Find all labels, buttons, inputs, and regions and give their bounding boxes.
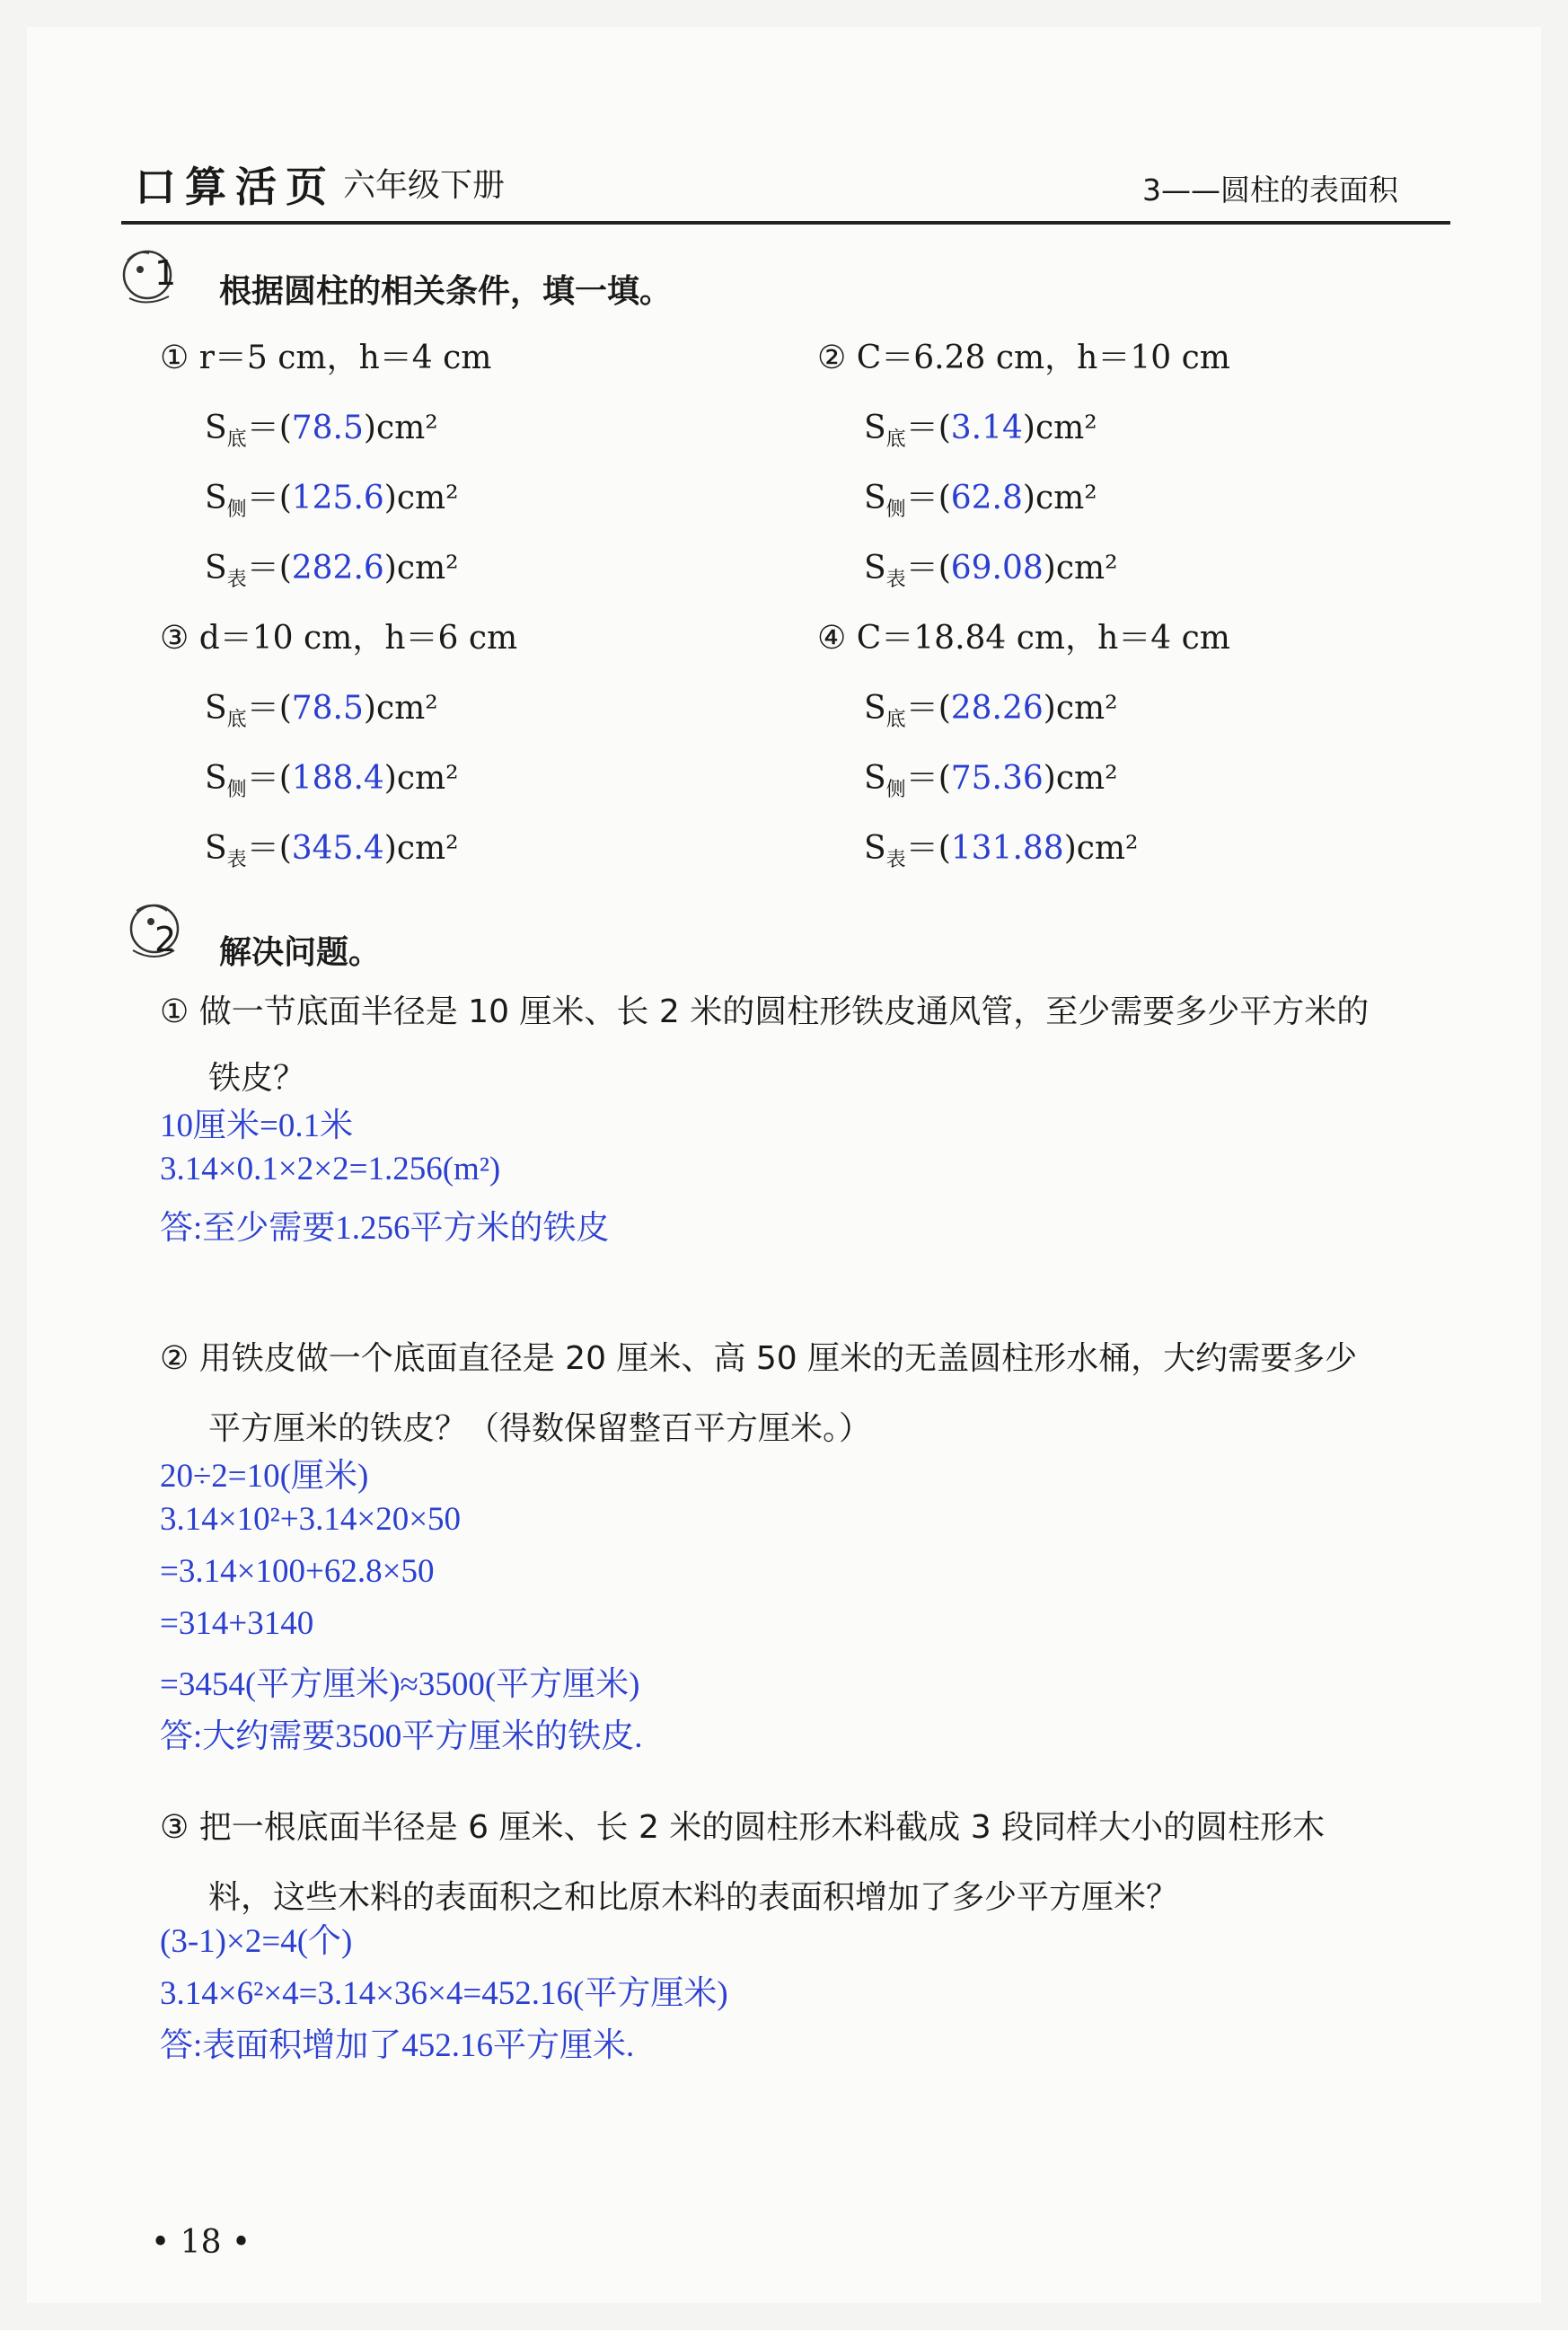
problem-3-side-area: $S_侧=(188.4)cm^2$ — [205, 760, 459, 801]
question-1-line-2: 铁皮？ — [208, 1060, 306, 1097]
problem-4-condition: ④ C＝18.84 cm，h＝4 cm — [817, 620, 1230, 657]
problem-4-bottom-area: $S_底=(28.26)cm^2$ — [864, 690, 1118, 731]
problem-3-bottom-area: $S_底=(78.5)cm^2$ — [205, 690, 438, 731]
answer: 131.88 — [950, 830, 1064, 867]
problem-1-bottom-area: $S_底=(78.5)cm^2$ — [205, 410, 438, 451]
book-title: 口算活页 — [135, 163, 336, 211]
question-2-line-1: ② 用铁皮做一个底面直径是 20 厘米、高 50 厘米的无盖圆柱形水桶，大约需要多少 — [160, 1340, 1358, 1377]
page-number: • 18 • — [151, 2224, 251, 2261]
problem-4-total-area: $S_表=(131.88)cm^2$ — [864, 830, 1139, 871]
answer: 282.6 — [291, 550, 384, 587]
section-2-number: 2 — [154, 920, 177, 959]
header-divider — [121, 221, 1450, 225]
solution-line: =3454(平方厘米)≈3500(平方厘米) — [160, 1666, 640, 1703]
solution-line: 10厘米=0.1米 — [160, 1108, 354, 1144]
problem-1-total-area: $S_表=(282.6)cm^2$ — [205, 550, 459, 591]
bird-icon — [119, 898, 189, 963]
problem-1-side-area: $S_侧=(125.6)cm^2$ — [205, 480, 459, 521]
solution-line: =314+3140 — [160, 1605, 314, 1642]
answer: 28.26 — [950, 690, 1044, 727]
question-3-line-2: 料，这些木料的表面积之和比原木料的表面积增加了多少平方厘米？ — [208, 1879, 1179, 1916]
problem-4-side-area: $S_侧=(75.36)cm^2$ — [864, 760, 1118, 801]
answer: 3.14 — [950, 410, 1023, 446]
problem-2-condition: ② C＝6.28 cm，h＝10 cm — [817, 340, 1230, 376]
grade-label: 六年级下册 — [343, 167, 506, 204]
answer: 78.5 — [291, 410, 364, 446]
question-1-line-1: ① 做一节底面半径是 10 厘米、长 2 米的圆柱形铁皮通风管，至少需要多少平方米的 — [160, 993, 1370, 1030]
section-label: 3——圆柱的表面积 — [1142, 172, 1398, 207]
answer: 78.5 — [291, 690, 364, 727]
solution-line: =3.14×100+62.8×50 — [160, 1553, 435, 1590]
bird-icon — [119, 243, 189, 307]
solution-line: 答:至少需要1.256平方米的铁皮 — [160, 1210, 610, 1247]
section-2-title: 解决问题。 — [219, 934, 382, 971]
problem-2-bottom-area: $S_底=(3.14)cm^2$ — [864, 410, 1097, 451]
answer: 62.8 — [950, 480, 1023, 516]
problem-3-total-area: $S_表=(345.4)cm^2$ — [205, 830, 459, 871]
answer: 75.36 — [950, 760, 1044, 797]
section-1-number: 1 — [154, 253, 177, 293]
answer: 69.08 — [950, 550, 1044, 587]
answer: 345.4 — [291, 830, 384, 867]
problem-1-condition: ① r＝5 cm，h＝4 cm — [160, 340, 492, 376]
question-2-line-2: 平方厘米的铁皮？（得数保留整百平方厘米。） — [208, 1410, 872, 1447]
solution-line: 答:大约需要3500平方厘米的铁皮. — [160, 1718, 643, 1755]
section-1-title: 根据圆柱的相关条件，填一填。 — [219, 273, 673, 310]
problem-2-side-area: $S_侧=(62.8)cm^2$ — [864, 480, 1097, 521]
problem-3-condition: ③ d＝10 cm，h＝6 cm — [160, 620, 518, 657]
question-3-line-1: ③ 把一根底面半径是 6 厘米、长 2 米的圆柱形木料截成 3 段同样大小的圆柱形木 — [160, 1809, 1326, 1846]
solution-line: 3.14×6²×4=3.14×36×4=452.16(平方厘米) — [160, 1975, 728, 2012]
answer: 188.4 — [291, 760, 384, 797]
solution-line: 3.14×0.1×2×2=1.256(m²) — [160, 1151, 501, 1187]
solution-line: 20÷2=10(厘米) — [160, 1458, 369, 1495]
answer: 125.6 — [291, 480, 384, 516]
problem-2-total-area: $S_表=(69.08)cm^2$ — [864, 550, 1118, 591]
solution-line: 3.14×10²+3.14×20×50 — [160, 1501, 462, 1538]
solution-line: (3-1)×2=4(个) — [160, 1923, 353, 1960]
solution-line: 答:表面积增加了452.16平方厘米. — [160, 2027, 635, 2064]
